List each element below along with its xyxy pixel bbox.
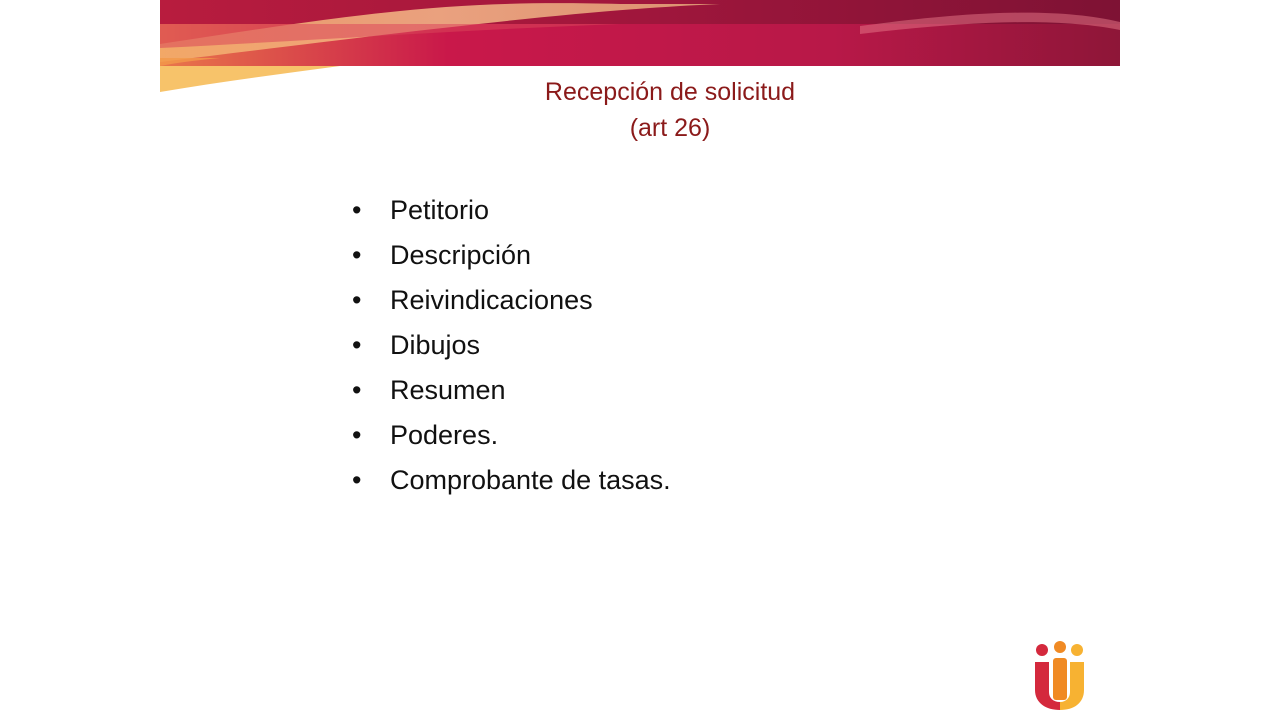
bullet-icon: • [352,465,362,495]
list-item-label: Petitorio [390,195,490,225]
list-item-label: Dibujos [390,330,481,360]
list-item [352,278,671,323]
list-item-label: Poderes. [390,420,499,450]
list-item-label: Comprobante de tasas. [390,465,671,495]
title-line-2: (art 26) [629,114,711,142]
bullet-icon: • [352,330,362,360]
bullet-icon: • [352,285,362,315]
list-item [352,323,671,368]
list-item [352,188,671,233]
list-item-label: Reivindicaciones [390,285,593,315]
list-item-label: Resumen [390,375,506,405]
bullet-icon: • [352,195,362,225]
university-logo-icon [1030,640,1090,710]
bullet-icon: • [352,420,362,450]
list-item [352,368,671,413]
title-line-1: Recepción de solicitud [544,78,796,106]
list-item [352,413,671,458]
list-item [352,458,671,503]
bullet-icon: • [352,375,362,405]
bullet-list [352,188,671,503]
bullet-icon: • [352,240,362,270]
list-item-label: Descripción [390,240,532,270]
slide-title [380,74,960,146]
list-item [352,233,671,278]
